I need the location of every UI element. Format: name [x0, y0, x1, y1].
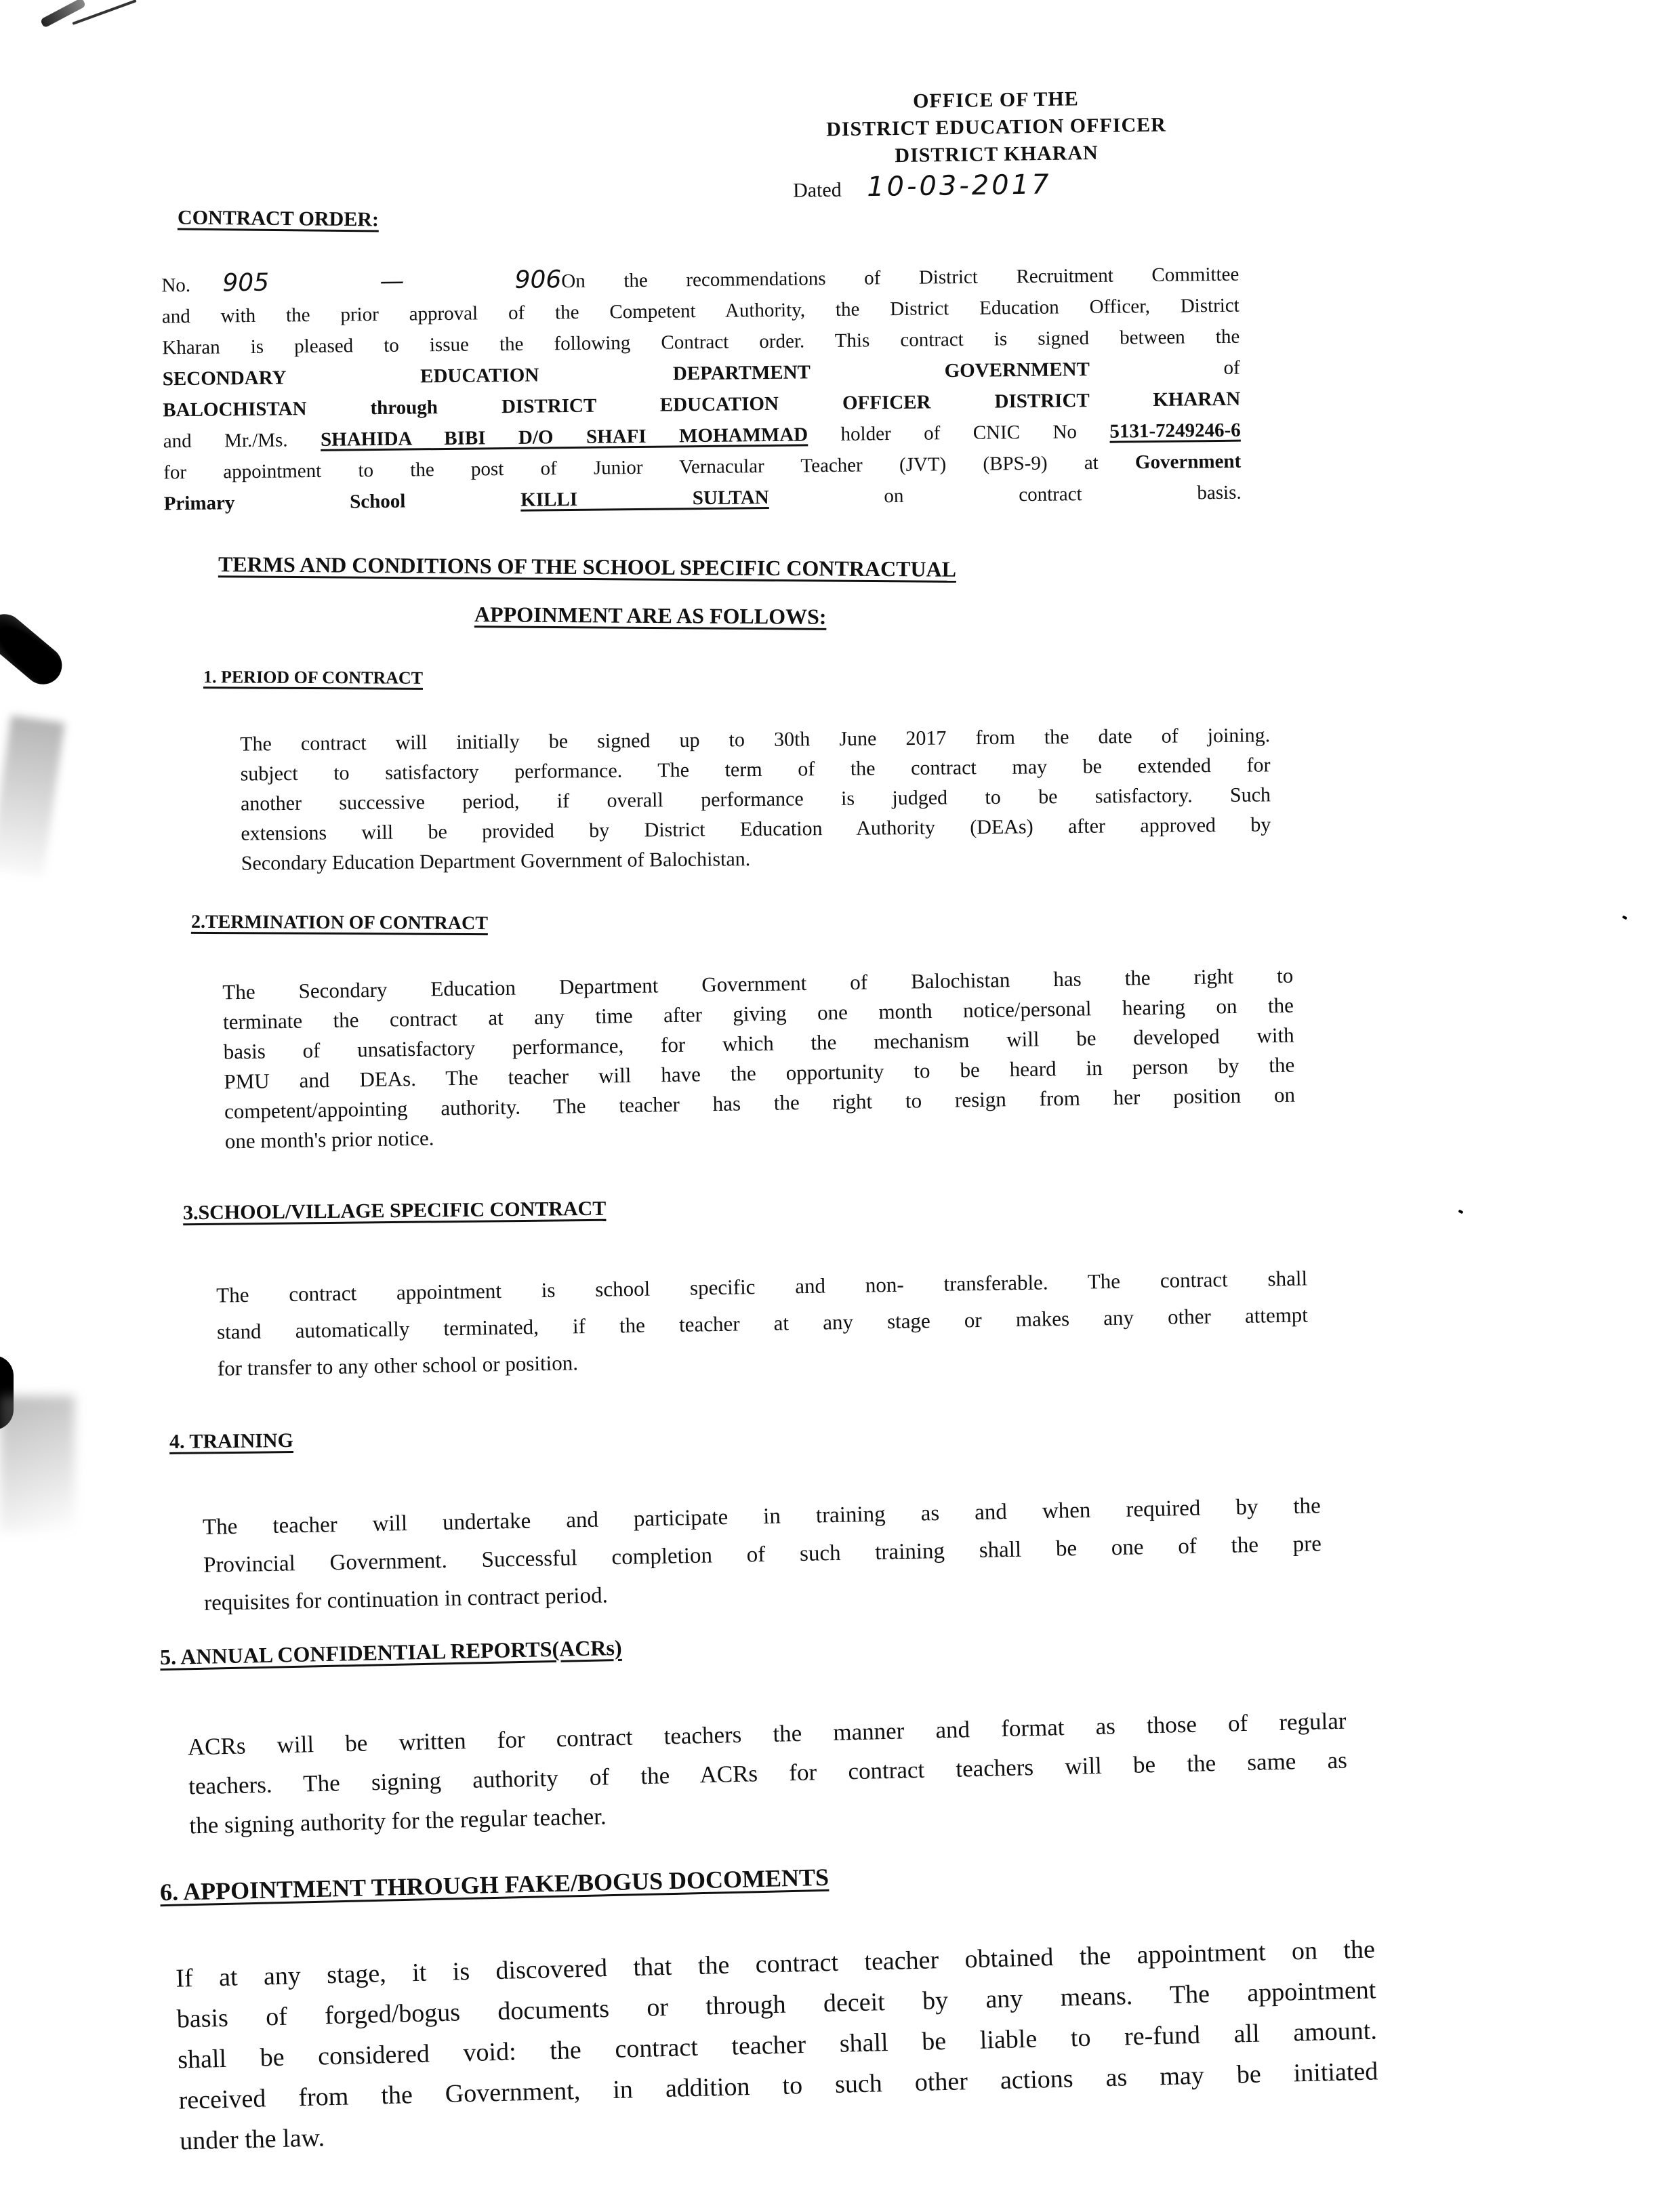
school-name: KILLI SULTAN [520, 486, 769, 511]
office-line-1: OFFICE OF THE [912, 87, 1079, 112]
contract-order-title: CONTRACT ORDER: [177, 206, 380, 231]
section-body-acrs: ACRs will be written for contract teachers the manner and format as those of regular teachers. The signing authority of the ACRs for contract teachers will be the same as the signing authority for the regular teacher. [187, 1707, 1348, 1839]
dated-row [793, 169, 1052, 203]
office-header [772, 83, 1221, 171]
section-title-period-of-contract: 1. PERIOD OF CONTRACT [203, 667, 424, 688]
intro-line-department: SECONDARY EDUCATION DEPARTMENT GOVERNMENT of [162, 356, 1240, 390]
terms-title-line-2: APPOINMENT ARE AS FOLLOWS: [474, 602, 827, 629]
office-line-3: DISTRICT KHARAN [895, 141, 1099, 167]
office-line-2: DISTRICT EDUCATION OFFICER [825, 113, 1167, 141]
intro-text: On the recommendations of District Recruitment Committee [561, 263, 1240, 293]
section-title-training: 4. TRAINING [169, 1429, 293, 1453]
section-body-training: The teacher will undertake and participate in training as and when required by the Provincial Government. Successful completion of such training shall be one of the pre requisites for continuation in contract period. [202, 1494, 1322, 1616]
section-body-school-specific: The contract appointment is school specific and non- transferable. The contract shall stand automatically terminated, if the teacher at any stage or makes any other attempt for transfer to any other school or position. [216, 1266, 1309, 1380]
contract-order-intro [161, 258, 1242, 520]
binder-clip-shadow [0, 607, 70, 692]
intro-line-school: Primary School KILLI SULTAN on contract basis. [163, 481, 1242, 515]
intro-line: and with the prior approval of the Competent Authority, the District Education Officer, District [161, 294, 1240, 328]
section-body-period-of-contract: The contract will initially be signed up to 30th June 2017 from the date of joining. subject to satisfactory performance. The term of the contract may be extended for another successive period, if overall performance is judged to be satisfactory. Such extensions will be provided by District Education Authority (DEAs) after approved by Secondary Education Department Government of Balochistan. [240, 724, 1271, 875]
terms-title-line-1: TERMS AND CONDITIONS OF THE SCHOOL SPECIFIC CONTRACTUAL [218, 552, 957, 581]
appointee-name: SHAHIDA BIBI D/O SHAFI MOHAMMAD [320, 424, 808, 451]
section-body-termination: The Secondary Education Department Government of Balochistan has the right to terminate the contract at any time after giving one month notice/personal hearing on the basis of unsatisfactory performance, for which the mechanism will be developed with PMU and DEAs. The teacher will have the opportunity to be heard in person by the competent/appointing authority. The teacher has the right to resign from her position on one month's prior notice. [222, 963, 1296, 1153]
intro-line: Kharan is pleased to issue the following Contract order. This contract is signed between the [162, 325, 1240, 359]
section-title-termination: 2.TERMINATION OF CONTRACT [190, 911, 489, 935]
pen-mark-artifact [40, 0, 86, 28]
section-title-school-specific: 3.SCHOOL/VILLAGE SPECIFIC CONTRACT [182, 1197, 607, 1225]
scan-smudge [0, 1396, 75, 1532]
intro-line-appointee: and Mr./Ms. SHAHIDA BIBI D/O SHAFI MOHAMMAD holder of CNIC No 5131-7249246-6 [163, 419, 1241, 453]
section-title-fake-documents: 6. APPOINTMENT THROUGH FAKE/BOGUS DOCOMENTS [159, 1863, 830, 1906]
section-body-fake-documents: If at any stage, it is discovered that the contract teacher obtained the appointment on the basis of forged/bogus documents or through deceit by any means. The appointment shall be considered void: the contract teacher shall be liable to re-fund all amount. received from the Government, in addition to such other actions as may be initiated under the law. [175, 1935, 1378, 2156]
handwritten-order-number: 905 — 906 [222, 266, 562, 298]
dated-label: Dated [792, 178, 842, 202]
intro-line-post: for appointment to the post of Junior Vernacular Teacher (JVT) (BPS-9) at Government [163, 450, 1242, 484]
intro-line-balochistan: BALOCHISTAN through DISTRICT EDUCATION OFFICER DISTRICT KHARAN [163, 388, 1241, 422]
handwritten-date: 10-03-2017 [866, 169, 1052, 203]
order-no-label: No. [161, 274, 191, 297]
cnic-number: 5131-7249246-6 [1109, 419, 1241, 443]
scan-smudge [0, 716, 65, 878]
scan-speck [1458, 1210, 1463, 1214]
section-title-acrs: 5. ANNUAL CONFIDENTIAL REPORTS(ACRs) [159, 1635, 622, 1670]
scan-speck [1622, 916, 1627, 920]
